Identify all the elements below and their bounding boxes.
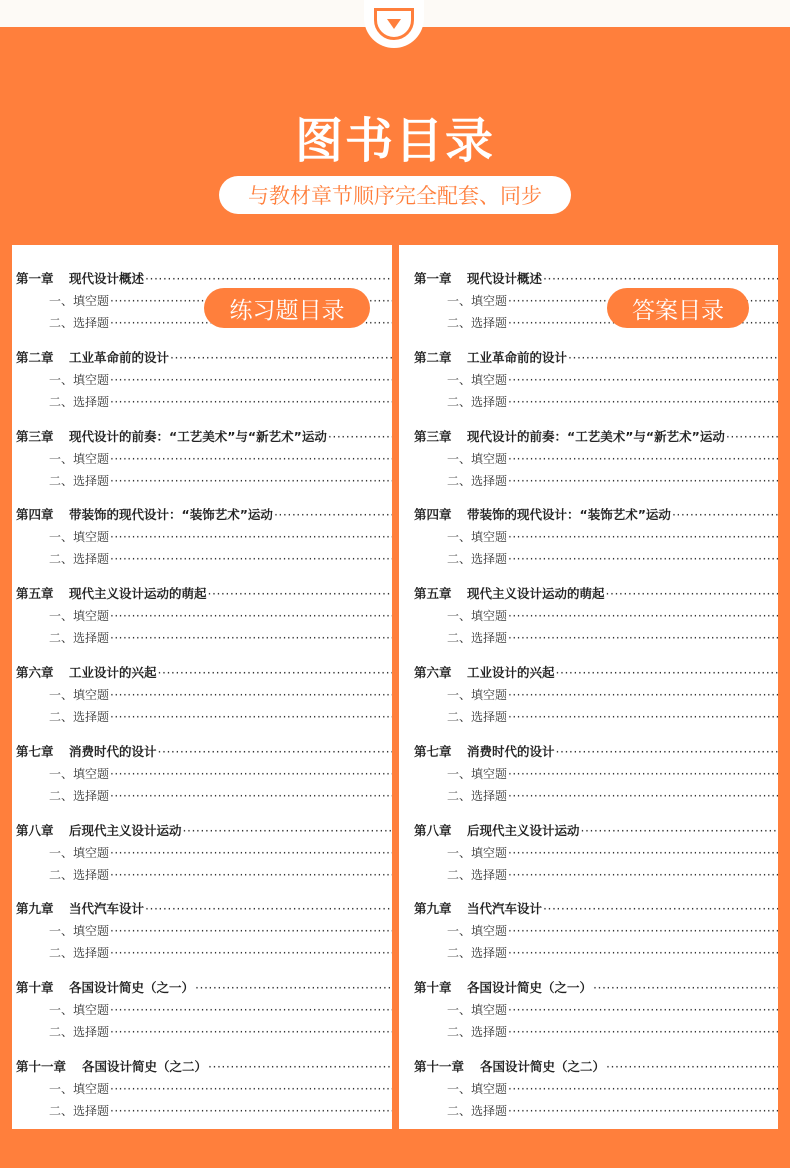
chapter-title: 现代设计的前奏：“工艺美术”与“新艺术”运动 (69, 428, 327, 444)
section-label: 一、填空题 (447, 924, 508, 939)
fill-in-blank-row (16, 528, 392, 545)
chapter-title: 当代汽车设计 (69, 901, 145, 917)
chapter-title-row (414, 821, 778, 839)
subtitle-pill (219, 176, 571, 214)
chapter-number: 第九章 (16, 901, 54, 917)
chapter-title-row (16, 742, 392, 760)
multiple-choice-row (16, 866, 392, 883)
chapter-title: 带装饰的现代设计：“装饰艺术”运动 (467, 507, 671, 523)
dot-leader (158, 665, 392, 680)
toc-chapter (399, 663, 778, 733)
toc-chapter (12, 427, 392, 497)
toc-chapter (12, 663, 392, 733)
section-label: 一、填空题 (447, 609, 508, 624)
section-label: 二、选择题 (49, 946, 110, 961)
dot-leader (543, 271, 778, 286)
fill-in-blank-row (411, 450, 778, 467)
exercise-toc-panel (12, 245, 392, 1129)
chapter-number: 第四章 (16, 507, 54, 523)
chapter-title: 工业设计的兴起 (69, 665, 157, 680)
fill-in-blank-row (411, 1001, 778, 1018)
dot-leader (508, 1082, 778, 1096)
fill-in-blank-row (411, 844, 778, 861)
toc-chapter (12, 348, 392, 418)
chapter-title-row (414, 1057, 778, 1075)
section-label: 二、选择题 (49, 552, 110, 567)
chapter-title: 工业革命前的设计 (69, 349, 170, 365)
section-label: 二、选择题 (447, 1025, 508, 1040)
chapter-number: 第八章 (16, 822, 54, 838)
toc-chapter (12, 821, 392, 891)
toc-chapter (12, 505, 392, 575)
dot-leader (110, 846, 392, 860)
chapter-title: 后现代主义设计运动 (69, 822, 182, 838)
section-label: 二、选择题 (49, 631, 110, 646)
dot-leader (110, 767, 392, 781)
dot-leader (110, 1104, 392, 1118)
dot-leader (508, 530, 778, 544)
section-label: 二、选择题 (447, 473, 508, 488)
toc-chapter (12, 1057, 392, 1127)
fill-in-blank-row (16, 1080, 392, 1097)
toc-chapter (399, 584, 778, 654)
chapter-title: 各国设计简史（之二） (82, 1059, 208, 1074)
section-label: 一、填空题 (447, 451, 508, 466)
fill-in-blank-row (411, 607, 778, 624)
dot-leader (110, 373, 392, 387)
subtitle-text: 与教材章节顺序完全配套、同步 (248, 184, 542, 208)
section-label: 一、填空题 (447, 845, 508, 860)
dot-leader (508, 452, 778, 466)
chapter-title-row (16, 899, 392, 917)
section-label: 二、选择题 (49, 1104, 110, 1118)
fill-in-blank-row (16, 1001, 392, 1018)
dot-leader (581, 823, 778, 838)
dot-leader (508, 395, 778, 409)
dot-leader (508, 474, 778, 488)
chapter-title-row (414, 663, 778, 681)
chapter-number: 第二章 (16, 349, 54, 365)
answer-toc-panel (399, 245, 778, 1129)
chapter-title: 各国设计简史（之二） (480, 1059, 606, 1074)
multiple-choice-row (411, 1023, 778, 1040)
chapter-number: 第一章 (16, 271, 54, 286)
toc-chapter (12, 899, 392, 969)
fill-in-blank-row (16, 607, 392, 624)
section-label: 二、选择题 (447, 631, 508, 646)
dot-leader (508, 710, 778, 724)
toc-chapter (399, 427, 778, 497)
chapter-title-row (414, 348, 778, 366)
fill-in-blank-row (411, 1080, 778, 1097)
dot-leader (110, 789, 392, 803)
dot-leader (556, 665, 778, 680)
dot-leader (170, 350, 392, 365)
chapter-number: 第九章 (414, 901, 452, 917)
dot-leader (110, 1082, 392, 1096)
section-label: 二、选择题 (49, 710, 110, 724)
section-label: 二、选择题 (49, 316, 110, 330)
chapter-number: 第六章 (414, 665, 452, 680)
multiple-choice-row (16, 787, 392, 804)
toc-chapter (399, 978, 778, 1048)
multiple-choice-row (16, 1102, 392, 1119)
section-label: 一、填空题 (49, 1082, 110, 1096)
dot-leader (110, 868, 392, 882)
dot-leader (606, 1059, 778, 1074)
multiple-choice-row (16, 1023, 392, 1040)
toc-chapter (12, 584, 392, 654)
chapter-title-row (414, 427, 778, 445)
dot-leader (508, 688, 778, 702)
dot-leader (110, 1003, 392, 1017)
chapter-title-row (16, 584, 392, 602)
fill-in-blank-row (411, 765, 778, 782)
dot-leader (158, 744, 392, 759)
multiple-choice-row (411, 708, 778, 725)
chapter-title-row (414, 899, 778, 917)
chapter-title-row (414, 584, 778, 602)
dot-leader (508, 924, 778, 938)
page-title: 图书目录 (294, 113, 495, 169)
dot-leader (508, 373, 778, 387)
dot-leader (508, 946, 778, 960)
dot-leader (508, 868, 778, 882)
section-label: 二、选择题 (447, 552, 508, 567)
toc-chapter (12, 978, 392, 1048)
dot-leader (208, 1059, 392, 1074)
section-label: 二、选择题 (447, 710, 508, 724)
chapter-number: 第七章 (16, 743, 54, 759)
fill-in-blank-row (16, 450, 392, 467)
dot-leader (110, 474, 392, 488)
dot-leader (593, 980, 778, 995)
dot-leader (110, 452, 392, 466)
chapter-title: 现代主义设计运动的萌起 (467, 586, 605, 602)
dot-leader (110, 609, 392, 623)
dot-leader (508, 1104, 778, 1118)
chapter-title-row (414, 269, 778, 287)
chapter-title: 现代主义设计运动的萌起 (69, 586, 207, 602)
chapter-number: 第三章 (414, 428, 452, 444)
chapter-title-row (16, 348, 392, 366)
section-label: 二、选择题 (447, 1104, 508, 1118)
fill-in-blank-row (16, 765, 392, 782)
chapter-title: 后现代主义设计运动 (467, 822, 580, 838)
section-label: 一、填空题 (447, 530, 508, 545)
toc-chapter (399, 899, 778, 969)
section-label: 一、填空题 (447, 372, 508, 387)
chapter-number: 第五章 (16, 586, 54, 602)
multiple-choice-row (411, 629, 778, 646)
section-label: 二、选择题 (49, 867, 110, 882)
multiple-choice-row (16, 472, 392, 489)
chapter-title-row (16, 269, 392, 287)
chapter-title: 现代设计概述 (467, 271, 543, 286)
section-label: 一、填空题 (49, 924, 110, 939)
fill-in-blank-row (16, 686, 392, 703)
toc-chapter (399, 821, 778, 891)
section-label: 二、选择题 (447, 867, 508, 882)
section-label: 二、选择题 (49, 473, 110, 488)
dot-leader (110, 1025, 392, 1039)
section-label: 一、填空题 (49, 688, 110, 702)
multiple-choice-row (411, 550, 778, 567)
chapter-title-row (16, 663, 392, 681)
chapter-number: 第八章 (414, 822, 452, 838)
chapter-title-row (414, 742, 778, 760)
section-label: 二、选择题 (447, 788, 508, 803)
chapter-title-row (414, 505, 778, 523)
section-label: 二、选择题 (447, 394, 508, 409)
chapter-title: 各国设计简史（之一） (69, 980, 195, 996)
multiple-choice-row (411, 944, 778, 961)
section-label: 一、填空题 (49, 766, 110, 781)
chapter-title: 工业革命前的设计 (467, 349, 568, 365)
exercise-toc-badge: 练习题目录 (204, 288, 370, 328)
dot-leader (508, 767, 778, 781)
chapter-number: 第四章 (414, 507, 452, 523)
section-label: 二、选择题 (49, 1025, 110, 1040)
chapter-number: 第十章 (16, 980, 54, 996)
multiple-choice-row (411, 1102, 778, 1119)
chapter-number: 第十一章 (16, 1059, 67, 1074)
section-label: 一、填空题 (49, 372, 110, 387)
section-label: 一、填空题 (447, 1003, 508, 1018)
multiple-choice-row (16, 393, 392, 410)
multiple-choice-row (411, 787, 778, 804)
chapter-number: 第二章 (414, 349, 452, 365)
fill-in-blank-row (411, 686, 778, 703)
section-label: 一、填空题 (447, 1082, 508, 1096)
section-label: 一、填空题 (447, 294, 508, 308)
fill-in-blank-row (16, 844, 392, 861)
dot-leader (606, 586, 778, 601)
multiple-choice-row (411, 472, 778, 489)
multiple-choice-row (16, 629, 392, 646)
chapter-title: 各国设计简史（之一） (467, 980, 593, 996)
dot-leader (110, 710, 392, 724)
chapter-number: 第六章 (16, 665, 54, 680)
dot-leader (508, 1003, 778, 1017)
multiple-choice-row (16, 708, 392, 725)
dot-leader (110, 530, 392, 544)
fill-in-blank-row (411, 922, 778, 939)
dot-leader (110, 631, 392, 645)
chapter-title-row (414, 978, 778, 996)
dot-leader (508, 609, 778, 623)
toc-chapter (399, 1057, 778, 1127)
toc-chapter (399, 505, 778, 575)
dot-leader (274, 507, 392, 522)
section-label: 二、选择题 (49, 394, 110, 409)
chapter-number: 第十一章 (414, 1059, 465, 1074)
section-label: 二、选择题 (447, 946, 508, 961)
dot-leader (110, 688, 392, 702)
chapter-number: 第七章 (414, 743, 452, 759)
chapter-title-row (16, 978, 392, 996)
toc-chapter (399, 742, 778, 812)
chapter-title-row (16, 427, 392, 445)
dot-leader (508, 631, 778, 645)
section-label: 二、选择题 (447, 316, 508, 330)
section-label: 一、填空题 (49, 451, 110, 466)
section-label: 一、填空题 (49, 845, 110, 860)
fill-in-blank-row (411, 528, 778, 545)
dot-leader (508, 789, 778, 803)
dot-leader (726, 429, 778, 444)
chapter-title: 消费时代的设计 (467, 743, 555, 759)
chapter-title: 现代设计的前奏：“工艺美术”与“新艺术”运动 (467, 428, 725, 444)
multiple-choice-row (411, 393, 778, 410)
dot-leader (508, 846, 778, 860)
section-label: 一、填空题 (49, 1003, 110, 1018)
toc-chapter (399, 348, 778, 418)
chapter-number: 第五章 (414, 586, 452, 602)
fill-in-blank-row (16, 371, 392, 388)
dot-leader (195, 980, 392, 995)
chapter-title-row (16, 1057, 392, 1075)
fill-in-blank-row (16, 922, 392, 939)
chapter-title-row (16, 505, 392, 523)
answer-toc-badge: 答案目录 (607, 288, 749, 328)
dot-leader (672, 507, 778, 522)
chapter-title: 工业设计的兴起 (467, 665, 555, 680)
dot-leader (145, 901, 392, 916)
dot-leader (110, 552, 392, 566)
section-label: 二、选择题 (49, 788, 110, 803)
dot-leader (543, 901, 778, 916)
chevron-down-icon (387, 19, 401, 29)
multiple-choice-row (411, 866, 778, 883)
dot-leader (328, 429, 392, 444)
section-label: 一、填空题 (49, 294, 110, 308)
multiple-choice-row (16, 944, 392, 961)
chapter-number: 第三章 (16, 428, 54, 444)
dot-leader (508, 1025, 778, 1039)
multiple-choice-row (16, 550, 392, 567)
dot-leader (556, 744, 778, 759)
chapter-title: 消费时代的设计 (69, 743, 157, 759)
dot-leader (110, 924, 392, 938)
chapter-title: 现代设计概述 (69, 271, 145, 286)
section-label: 一、填空题 (49, 609, 110, 624)
section-label: 一、填空题 (49, 530, 110, 545)
chapter-number: 第一章 (414, 271, 452, 286)
section-label: 一、填空题 (447, 688, 508, 702)
dot-leader (208, 586, 392, 601)
chapter-title: 当代汽车设计 (467, 901, 543, 917)
fill-in-blank-row (411, 371, 778, 388)
dot-leader (110, 395, 392, 409)
chapter-title-row (16, 821, 392, 839)
toc-chapter (12, 742, 392, 812)
section-label: 一、填空题 (447, 766, 508, 781)
dot-leader (183, 823, 392, 838)
chapter-number: 第十章 (414, 980, 452, 996)
dot-leader (508, 552, 778, 566)
dot-leader (110, 946, 392, 960)
chapter-title: 带装饰的现代设计：“装饰艺术”运动 (69, 507, 273, 523)
dot-leader (145, 271, 392, 286)
dot-leader (568, 350, 778, 365)
